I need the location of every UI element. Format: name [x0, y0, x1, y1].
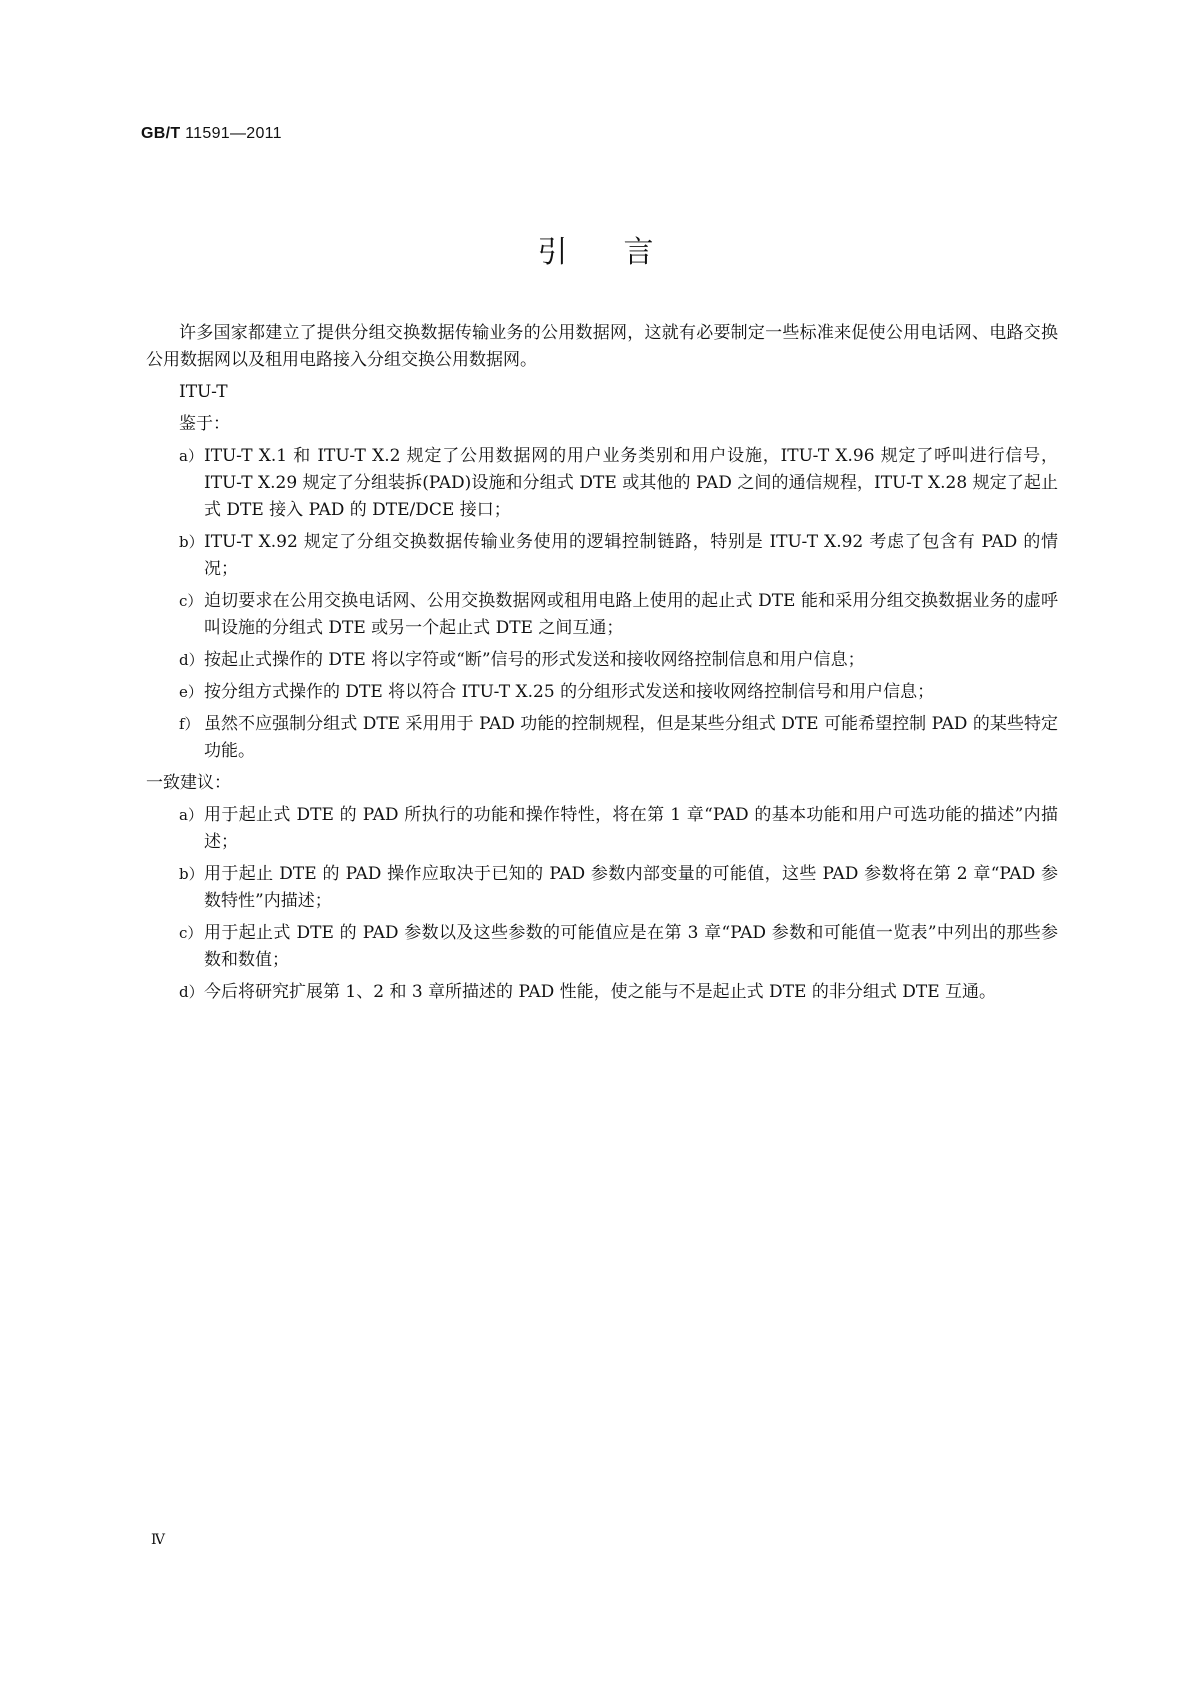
- intro-paragraph: 许多国家都建立了提供分组交换数据传输业务的公用数据网，这就有必要制定一些标准来促使公用电话网、电路交换公用数据网以及租用电路接入分组交换公用数据网。: [146, 323, 1058, 370]
- list-marker: f）: [179, 715, 200, 733]
- list-text: 按起止式操作的 DTE 将以字符或“断”信号的形式发送和接收网络控制信息和用户信息；: [204, 650, 865, 670]
- page-number: Ⅳ: [151, 1532, 165, 1548]
- considering-list: [146, 443, 1058, 765]
- list-item: [146, 920, 1058, 974]
- list-item: [146, 979, 1058, 1006]
- document-body: [146, 320, 1058, 1011]
- list-marker: d）: [179, 983, 204, 1001]
- recommends-label: 一致建议：: [146, 773, 231, 793]
- list-marker: b）: [179, 533, 204, 551]
- list-marker: c）: [179, 924, 203, 942]
- list-item: [146, 861, 1058, 915]
- list-text: ITU-T X.92 规定了分组交换数据传输业务使用的逻辑控制链路，特别是 ITU-T X.92 考虑了包含有 PAD 的情况；: [204, 532, 1058, 579]
- list-marker: e）: [179, 683, 203, 701]
- list-marker: d）: [179, 651, 204, 669]
- list-marker: a）: [179, 447, 203, 465]
- list-text: 迫切要求在公用交换电话网、公用交换数据网或租用电路上使用的起止式 DTE 能和采用分组交换数据业务的虚呼叫设施的分组式 DTE 或另一个起止式 DTE 之间互通；: [204, 591, 1058, 638]
- list-text: 按分组方式操作的 DTE 将以符合 ITU-T X.25 的分组形式发送和接收网络控制信号和用户信息；: [204, 682, 935, 702]
- list-item: [146, 588, 1058, 642]
- list-text: 虽然不应强制分组式 DTE 采用用于 PAD 功能的控制规程，但是某些分组式 DTE 可能希望控制 PAD 的某些特定功能。: [204, 714, 1058, 761]
- list-item: [146, 802, 1058, 856]
- list-item: [146, 529, 1058, 583]
- standard-number: 11591—2011: [185, 125, 282, 142]
- list-marker: a）: [179, 806, 203, 824]
- list-item: [146, 647, 1058, 674]
- list-text: 用于起止式 DTE 的 PAD 所执行的功能和操作特性，将在第 1 章“PAD 的基本功能和用户可选功能的描述”内描述；: [204, 805, 1058, 852]
- standard-prefix: GB/T: [141, 125, 181, 142]
- list-text: 用于起止式 DTE 的 PAD 参数以及这些参数的可能值应是在第 3 章“PAD 参数和可能值一览表”中列出的那些参数和数值；: [204, 923, 1058, 970]
- organization-label: ITU-T: [179, 382, 228, 402]
- list-text: 今后将研究扩展第 1、2 和 3 章所描述的 PAD 性能，使之能与不是起止式 DTE 的非分组式 DTE 互通。: [204, 982, 997, 1002]
- list-item: [146, 443, 1058, 524]
- list-text: ITU-T X.1 和 ITU-T X.2 规定了公用数据网的用户业务类别和用户设施，ITU-T X.96 规定了呼叫进行信号，ITU-T X.29 规定了分组装拆(PAD)设施和分组式 DTE 或其他的 PAD 之间的通信规程，ITU-T X.28 规定了起止式 DTE 接入 PAD 的 DTE/DCE 接口；: [204, 446, 1058, 520]
- recommends-list: [146, 802, 1058, 1006]
- list-marker: b）: [179, 865, 204, 883]
- page-title: 引言: [537, 235, 710, 270]
- list-item: [146, 679, 1058, 706]
- standard-identifier: [141, 125, 282, 143]
- list-marker: c）: [179, 592, 203, 610]
- considering-label: 鉴于：: [179, 414, 230, 434]
- list-item: [146, 711, 1058, 765]
- list-text: 用于起止 DTE 的 PAD 操作应取决于已知的 PAD 参数内部变量的可能值，这些 PAD 参数将在第 2 章“PAD 参数特性”内描述；: [204, 864, 1058, 911]
